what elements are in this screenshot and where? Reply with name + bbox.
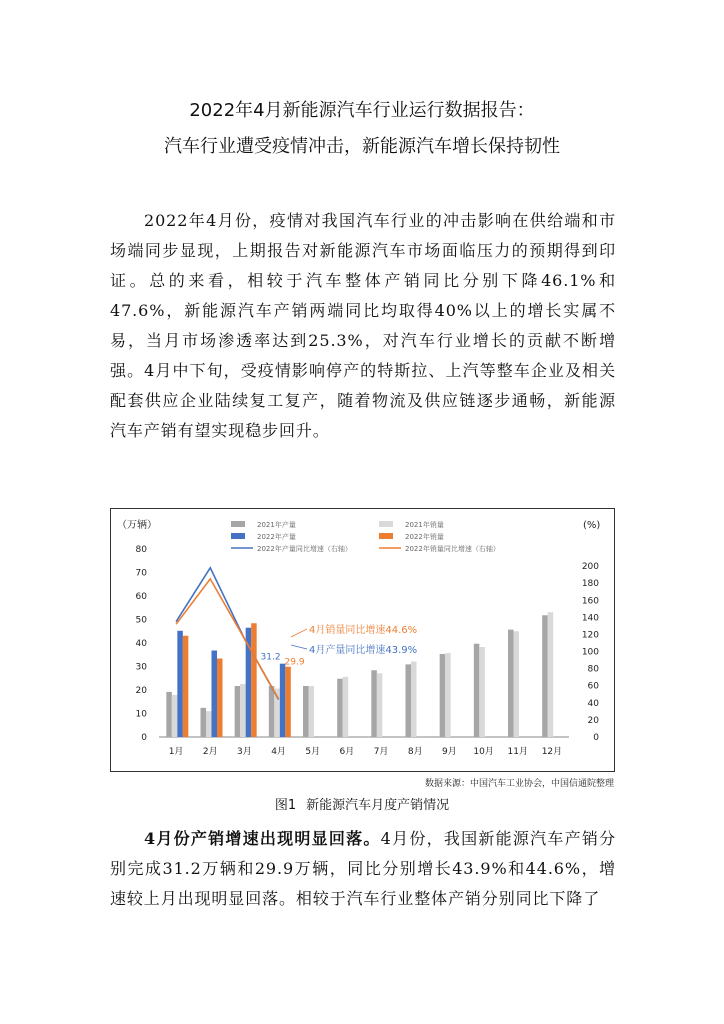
legend-swatch-2 bbox=[231, 533, 245, 539]
y-tick-right: 200 bbox=[581, 562, 599, 573]
bar-3-3月 bbox=[251, 623, 257, 737]
y-tick-left: 60 bbox=[135, 592, 147, 602]
y-tick-left: 20 bbox=[135, 686, 147, 696]
x-tick-label: 2月 bbox=[202, 747, 218, 757]
y-tick-right: 180 bbox=[581, 579, 599, 590]
bar-0-6月 bbox=[337, 679, 343, 737]
bar-0-5月 bbox=[303, 686, 309, 737]
section-paragraph bbox=[110, 824, 616, 914]
bar-0-8月 bbox=[406, 664, 412, 737]
y-tick-right: 40 bbox=[587, 698, 599, 709]
bar-1-6月 bbox=[343, 677, 349, 737]
y-tick-right: 60 bbox=[587, 681, 599, 692]
bar-1-12月 bbox=[548, 612, 554, 737]
figure-label: 图1 bbox=[274, 798, 297, 813]
line-series-0 bbox=[176, 568, 278, 700]
bar-0-10月 bbox=[474, 644, 480, 737]
section-body: 4月份，我国新能源汽车产销分别完成31.2万辆和29.9万辆，同比分别增长43.9%和44.6%，增速较上月出现明显回落。相较于汽车行业整体产销分别同比下降了 bbox=[110, 829, 617, 908]
annotation-production-leader bbox=[291, 645, 307, 649]
legend-swatch-0 bbox=[231, 521, 245, 527]
bar-3-4月 bbox=[285, 667, 291, 737]
x-tick-label: 8月 bbox=[407, 747, 423, 757]
bar-1-5月 bbox=[309, 686, 315, 737]
x-tick-label: 5月 bbox=[305, 747, 321, 757]
y-tick-left: 0 bbox=[141, 733, 147, 743]
annotation-sales: 4月销量同比增速44.6% bbox=[309, 625, 418, 636]
bar-3-2月 bbox=[217, 659, 223, 737]
y-tick-left: 40 bbox=[135, 639, 147, 649]
bar-2-1月 bbox=[177, 631, 183, 737]
bar-1-1月 bbox=[172, 695, 178, 737]
bar-1-10月 bbox=[479, 647, 485, 737]
y-tick-right: 160 bbox=[581, 596, 599, 607]
bar-2-2月 bbox=[212, 651, 218, 737]
legend-label-2: 2022年产量 bbox=[257, 533, 296, 541]
legend-swatch-3 bbox=[379, 533, 393, 539]
x-tick-label: 11月 bbox=[507, 747, 528, 757]
bar-1-8月 bbox=[411, 662, 417, 737]
bar-0-2月 bbox=[201, 708, 207, 737]
y-axis-right-label: (%) bbox=[583, 520, 601, 531]
y-axis-left-label: （万辆） bbox=[117, 520, 157, 531]
data-label-prod-apr: 31.2 bbox=[260, 652, 281, 663]
legend-label-3: 2022年销量 bbox=[405, 533, 444, 541]
bar-0-9月 bbox=[440, 654, 446, 737]
bar-1-3月 bbox=[240, 684, 246, 737]
x-tick-label: 3月 bbox=[237, 747, 252, 757]
bar-0-11月 bbox=[508, 630, 514, 737]
y-tick-right: 100 bbox=[581, 647, 599, 658]
bar-0-4月 bbox=[269, 686, 275, 737]
bar-1-7月 bbox=[377, 673, 383, 737]
bar-0-7月 bbox=[371, 670, 377, 737]
y-tick-right: 20 bbox=[587, 715, 599, 726]
y-tick-left: 30 bbox=[135, 662, 147, 673]
annotation-production: 4月产量同比增速43.9% bbox=[309, 645, 418, 656]
y-tick-right: 140 bbox=[581, 613, 599, 624]
legend-label-0: 2021年产量 bbox=[257, 521, 296, 529]
section-lead: 4月份产销增速出现明显回落。 bbox=[144, 829, 381, 848]
x-tick-label: 12月 bbox=[541, 747, 563, 757]
figure-caption bbox=[0, 794, 724, 813]
intro-paragraph: 2022年4月份，疫情对我国汽车行业的冲击影响在供给端和市场端同步显现，上期报告对新能源汽车市场面临压力的预期得到印证。总的来看，相较于汽车整体产销同比分别下降46.1%和47.6%，新能源汽车产销两端同比均取得40%以上的增长实属不易，当月市场渗透率达到25.3%，对汽车行业增长的贡献不断增强。4月中下旬，受疫情影响停产的特斯拉、上汽等整车企业及相关配套供应企业陆续复工复产，随着物流及供应链逐步通畅，新能源汽车产销有望实现稳步回升。 bbox=[110, 211, 616, 440]
data-source: 数据来源：中国汽车工业协会，中国信通院整理 bbox=[424, 779, 614, 789]
y-tick-left: 70 bbox=[135, 568, 147, 579]
report-title-line1: 2022年4月新能源汽车行业运行数据报告： bbox=[189, 100, 535, 121]
bar-0-3月 bbox=[235, 686, 241, 737]
data-label-sales-apr: 29.9 bbox=[284, 657, 305, 668]
figure-caption-text: 新能源汽车月度产销情况 bbox=[306, 798, 450, 813]
bar-1-2月 bbox=[206, 711, 212, 737]
y-tick-left: 10 bbox=[135, 709, 147, 720]
bar-0-1月 bbox=[166, 692, 172, 737]
annotation-sales-leader bbox=[291, 629, 307, 637]
bar-1-9月 bbox=[445, 653, 451, 737]
x-tick-label: 7月 bbox=[373, 747, 389, 757]
x-tick-label: 9月 bbox=[442, 747, 457, 757]
bar-2-3月 bbox=[246, 628, 252, 737]
y-tick-right: 120 bbox=[581, 630, 599, 641]
x-tick-label: 10月 bbox=[473, 747, 494, 757]
legend-swatch-1 bbox=[379, 521, 393, 527]
y-tick-right: 80 bbox=[587, 664, 599, 675]
monthly-chart bbox=[111, 509, 616, 773]
x-tick-label: 6月 bbox=[339, 747, 355, 757]
legend-label-5: 2022年销量同比增速（右轴） bbox=[405, 545, 500, 553]
bar-1-11月 bbox=[514, 631, 520, 737]
legend-label-4: 2022年产量同比增速（右轴） bbox=[257, 545, 352, 553]
y-tick-left: 80 bbox=[135, 545, 147, 555]
x-tick-label: 4月 bbox=[271, 747, 286, 757]
report-title-line2: 汽车行业遭受疫情冲击，新能源汽车增长保持韧性 bbox=[164, 136, 560, 157]
y-tick-right: 0 bbox=[593, 733, 599, 743]
bar-0-12月 bbox=[542, 615, 548, 737]
chart-frame bbox=[110, 508, 615, 772]
bar-2-4月 bbox=[280, 664, 286, 737]
y-tick-left: 50 bbox=[135, 615, 147, 626]
x-tick-label: 1月 bbox=[168, 747, 184, 757]
legend-label-1: 2021年销量 bbox=[405, 521, 444, 529]
bar-3-1月 bbox=[183, 636, 189, 737]
